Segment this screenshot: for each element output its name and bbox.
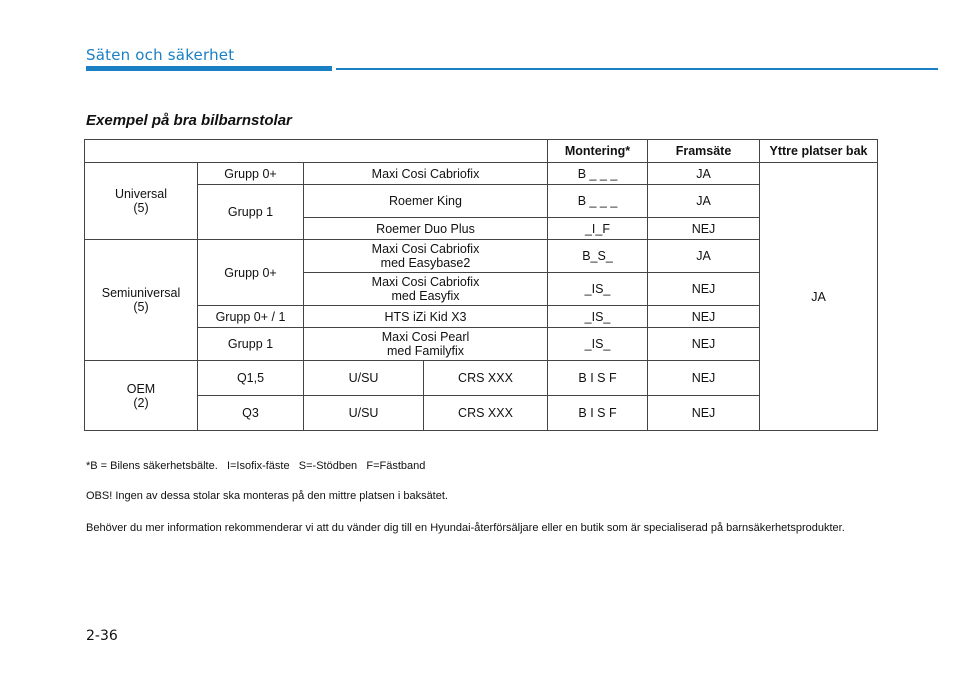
table-row xyxy=(85,306,878,328)
front-cell: JA xyxy=(648,240,760,273)
mount-cell: _I_F xyxy=(548,218,648,240)
table-row xyxy=(85,185,878,218)
header-framsate: Framsäte xyxy=(648,140,760,163)
mount-cell: B I S F xyxy=(548,361,648,396)
group-cell: Grupp 1 xyxy=(198,328,304,361)
front-cell: NEJ xyxy=(648,328,760,361)
table-row xyxy=(85,328,878,361)
table-row xyxy=(85,396,878,431)
rear-outer-cell: JA xyxy=(760,163,878,431)
category-semiuniversal: Semiuniversal (5) xyxy=(85,240,198,361)
table-row xyxy=(85,163,878,185)
front-cell: NEJ xyxy=(648,273,760,306)
group-cell: Grupp 1 xyxy=(198,185,304,240)
table-header-row xyxy=(85,140,878,163)
category-universal: Universal (5) xyxy=(85,163,198,240)
mount-cell: B_S_ xyxy=(548,240,648,273)
header-rule-thin xyxy=(336,68,938,70)
seat-cell: HTS iZi Kid X3 xyxy=(304,306,548,328)
seat-cell: Maxi Cosi Cabriofix med Easybase2 xyxy=(304,240,548,273)
type-cell: U/SU xyxy=(304,361,424,396)
category-oem: OEM (2) xyxy=(85,361,198,431)
type-cell: U/SU xyxy=(304,396,424,431)
seat-cell: Maxi Cosi Cabriofix med Easyfix xyxy=(304,273,548,306)
mount-cell: _IS_ xyxy=(548,328,648,361)
seat-cell: Roemer Duo Plus xyxy=(304,218,548,240)
group-cell: Grupp 0+ xyxy=(198,240,304,306)
header-blank xyxy=(85,140,548,163)
group-cell: Q1,5 xyxy=(198,361,304,396)
seat-cell: CRS XXX xyxy=(424,361,548,396)
mount-cell: B _ _ _ xyxy=(548,185,648,218)
seat-cell: Maxi Cosi Cabriofix xyxy=(304,163,548,185)
table-row xyxy=(85,361,878,396)
page-heading: Exempel på bra bilbarnstolar xyxy=(86,112,292,129)
seat-cell: Maxi Cosi Pearl med Familyfix xyxy=(304,328,548,361)
header-rule-thick xyxy=(86,66,332,71)
header-montering: Montering* xyxy=(548,140,648,163)
front-cell: NEJ xyxy=(648,396,760,431)
section-title: Säten och säkerhet xyxy=(86,46,235,64)
header-yttre: Yttre platser bak xyxy=(760,140,878,163)
front-cell: JA xyxy=(648,185,760,218)
front-cell: NEJ xyxy=(648,361,760,396)
obs-note: OBS! Ingen av dessa stolar ska monteras på den mittre platsen i baksätet. xyxy=(86,490,448,502)
page-number: 2-36 xyxy=(86,628,118,644)
mount-cell: B I S F xyxy=(548,396,648,431)
seat-cell: CRS XXX xyxy=(424,396,548,431)
group-cell: Q3 xyxy=(198,396,304,431)
seat-cell: Roemer King xyxy=(304,185,548,218)
advice-note: Behöver du mer information rekommenderar vi att du vänder dig till en Hyundai-återförsäljare eller en butik som är specialiserad på barnsäkerhetsprodukter. xyxy=(86,522,845,534)
table-row xyxy=(85,240,878,273)
front-cell: NEJ xyxy=(648,306,760,328)
group-cell: Grupp 0+ xyxy=(198,163,304,185)
front-cell: NEJ xyxy=(648,218,760,240)
group-cell: Grupp 0+ / 1 xyxy=(198,306,304,328)
mount-cell: _IS_ xyxy=(548,273,648,306)
legend-note: *B = Bilens säkerhetsbälte. I=Isofix-fäste S=-Stödben F=Fästband xyxy=(86,460,426,472)
child-seat-table xyxy=(84,139,878,431)
front-cell: JA xyxy=(648,163,760,185)
mount-cell: _IS_ xyxy=(548,306,648,328)
mount-cell: B _ _ _ xyxy=(548,163,648,185)
